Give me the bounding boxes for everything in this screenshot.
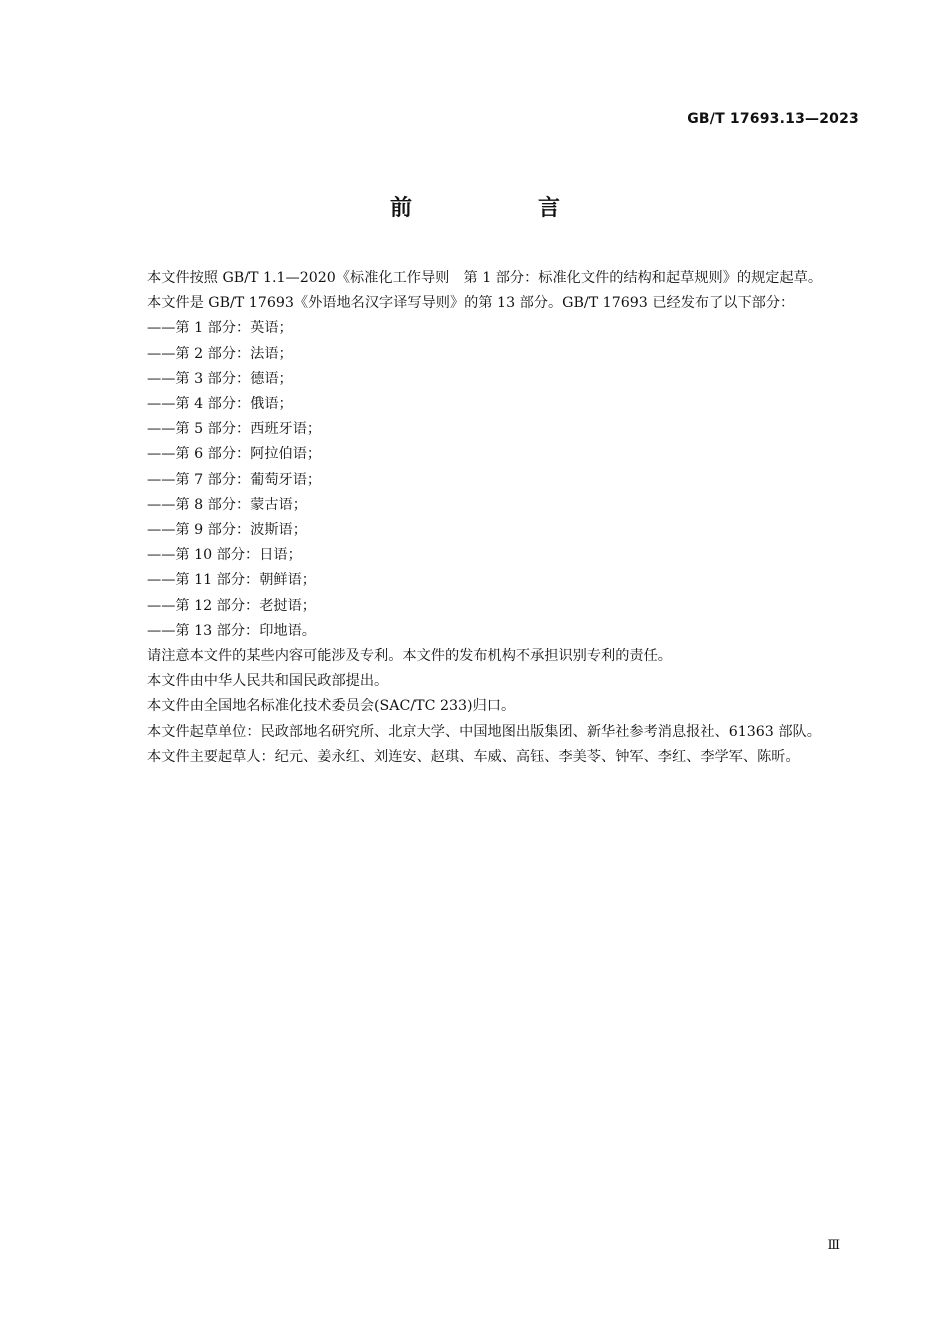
paragraph-drafters: 本文件主要起草人：纪元、姜永红、刘连安、赵琪、车威、高钰、李美苓、钟军、李红、李学军、陈昕。 — [147, 748, 800, 765]
paragraph-drafting-units: 本文件起草单位：民政部地名研究所、北京大学、中国地图出版集团、新华社参考消息报社、61363 部队。 — [147, 723, 821, 740]
page-number: Ⅲ — [827, 1238, 840, 1253]
paragraph-drafting-rules: 本文件按照 GB/T 1.1—2020《标准化工作导则 第 1 部分：标准化文件的结构和起草规则》的规定起草。 — [147, 270, 823, 286]
list-item: ——第 8 部分：蒙古语； — [147, 496, 307, 513]
list-item: ——第 12 部分：老挝语； — [147, 597, 316, 614]
paragraph-patent-notice: 请注意本文件的某些内容可能涉及专利。本文件的发布机构不承担识别专利的责任。 — [147, 648, 672, 665]
list-item: ——第 13 部分：印地语。 — [147, 622, 316, 639]
foreword-body — [113, 266, 859, 770]
list-item: ——第 5 部分：西班牙语； — [147, 421, 322, 438]
standard-code: GB/T 17693.13—2023 — [687, 111, 859, 127]
list-item: ——第 6 部分：阿拉伯语； — [147, 446, 322, 463]
parts-list — [113, 316, 859, 644]
list-item: ——第 3 部分：德语； — [147, 370, 293, 387]
paragraph-centralized-by: 本文件由全国地名标准化技术委员会(SAC/TC 233)归口。 — [147, 698, 516, 715]
list-item: ——第 10 部分：日语； — [147, 547, 302, 564]
list-item: ——第 7 部分：葡萄牙语； — [147, 471, 322, 488]
list-item: ——第 2 部分：法语； — [147, 345, 293, 362]
page-title: 前 言 — [389, 196, 612, 221]
paragraph-proposed-by: 本文件由中华人民共和国民政部提出。 — [147, 673, 389, 690]
list-item: ——第 9 部分：波斯语； — [147, 522, 307, 539]
list-item: ——第 4 部分：俄语； — [147, 396, 293, 413]
list-item: ——第 1 部分：英语； — [147, 320, 293, 337]
paragraph-series-intro: 本文件是 GB/T 17693《外语地名汉字译写导则》的第 13 部分。GB/T 17693 已经发布了以下部分： — [147, 295, 795, 312]
list-item: ——第 11 部分：朝鲜语； — [147, 572, 316, 589]
